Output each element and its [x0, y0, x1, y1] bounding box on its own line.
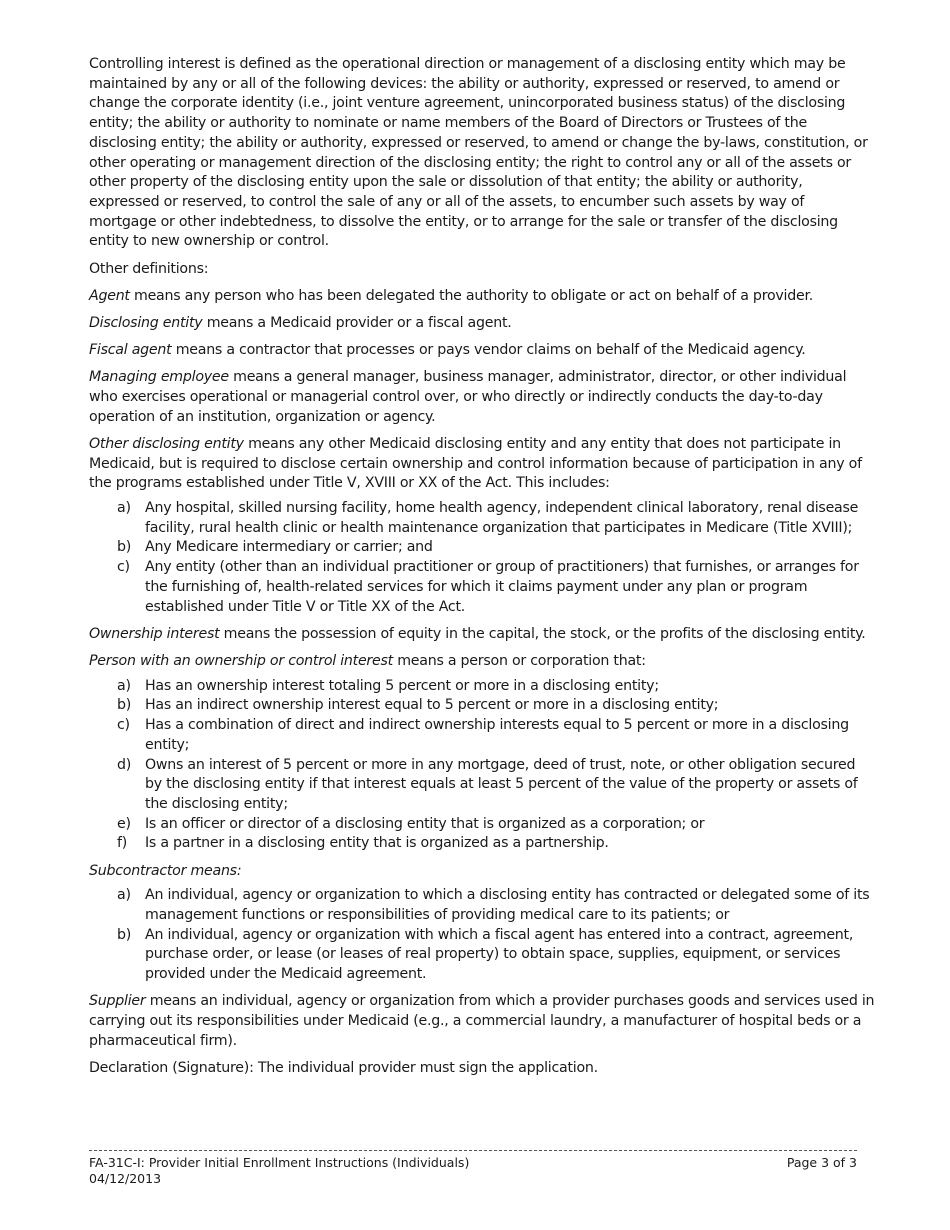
definition-fiscal-agent — [89, 341, 875, 361]
list-marker: b) — [117, 539, 132, 556]
list-marker: b) — [117, 697, 132, 714]
definition-term: Ownership interest — [89, 625, 220, 642]
list-marker: f) — [117, 835, 128, 852]
list-item-text: Any entity (other than an individual practitioner or group of practitioners) that furnishes, or arranges for the furnishing of, health-related services for which it claims payment under any plan or program established under Title V or Title XX of the Act. — [145, 559, 859, 615]
subcontractor-list — [89, 886, 875, 985]
definition-text: means any person who has been delegated the authority to obligate or act on behalf of a provider. — [129, 287, 814, 304]
list-item — [89, 815, 875, 835]
list-marker: a) — [117, 677, 131, 694]
definition-subcontractor — [89, 862, 875, 882]
person-with-interest-list — [89, 677, 875, 854]
form-date: 04/12/2013 — [89, 1171, 162, 1186]
list-marker: a) — [117, 500, 131, 517]
definition-term: Other disclosing entity — [89, 435, 244, 452]
list-marker: c) — [117, 717, 130, 734]
list-item-text: An individual, agency or organization to which a disclosing entity has contracted or delegated some of its management functions or responsibilities of providing medical care to its patients; or — [145, 887, 870, 923]
list-marker: a) — [117, 887, 131, 904]
definition-term: Disclosing entity — [89, 314, 203, 331]
other-definitions-heading: Other definitions: — [89, 260, 209, 277]
page-footer — [89, 1150, 857, 1187]
definition-text: means a contractor that processes or pays vendor claims on behalf of the Medicaid agency. — [171, 342, 806, 359]
list-item-text: An individual, agency or organization with which a fiscal agent has entered into a contract, agreement, purchase order, or lease (or leases of real property) to obtain space, supplies, equipment, or services provided under the Medicaid agreement. — [145, 926, 854, 983]
list-item-text: Is a partner in a disclosing entity that is organized as a partnership. — [145, 835, 609, 852]
list-item-text: Is an officer or director of a disclosing entity that is organized as a corporation; or — [145, 815, 705, 832]
other-disclosing-entity-list — [89, 499, 875, 617]
form-title: FA-31C-I: Provider Initial Enrollment Instructions (Individuals) — [89, 1155, 470, 1170]
definition-agent — [89, 287, 875, 307]
definition-term: Supplier — [89, 993, 146, 1010]
definition-text: means a Medicaid provider or a fiscal agent. — [202, 314, 512, 331]
list-marker: e) — [117, 815, 131, 832]
list-item-text: Any hospital, skilled nursing facility, home health agency, independent clinical laboratory, renal disease facility, rural health clinic or health maintenance organization that participates in Medicare (Title XVIII); — [145, 500, 859, 536]
document-body — [89, 55, 875, 1086]
list-item-text: Any Medicare intermediary or carrier; and — [145, 539, 433, 556]
list-marker: b) — [117, 926, 132, 943]
list-marker: c) — [117, 559, 130, 576]
definition-term: Managing employee — [89, 369, 229, 386]
list-item-text: Has an ownership interest totaling 5 percent or more in a disclosing entity; — [145, 677, 659, 694]
definition-text: means a general manager, business manager, administrator, director, or other individual who exercises operational or managerial control over, or who directly or indirectly conducts the day-to-day operation of an institution, organization or agency. — [89, 369, 847, 425]
controlling-interest-paragraph: Controlling interest is defined as the operational direction or management of a disclosing entity which may be maintained by any or all of the following devices: the ability or authority, expressed or reserved, to amend or change the corporate identity (i.e., joint venture agreement, unincorporated business status) of the disclosing entity; the ability or authority to nominate or name members of the Board of Directors or Trustees of the disclosing entity; the ability or authority, expressed or reserved, to amend or change the by-laws, constitution, or other operating or management direction of the disclosing entity; the right to control any or all of the assets or other property of the disclosing entity upon the sale or dissolution of that entity; the ability or authority, expressed or reserved, to control the sale of any or all of the assets, to encumber such assets by way of mortgage or other indebtedness, to dissolve the entity, or to arrange for the sale or transfer of the disclosing entity to new ownership or control. — [89, 56, 868, 250]
declaration-signature: Declaration (Signature): The individual provider must sign the application. — [89, 1059, 598, 1076]
list-item — [89, 716, 875, 755]
definition-text: means any other Medicaid disclosing entity and any entity that does not participate in Medicaid, but is required to disclose certain ownership and control information because of participation in any of the programs established under Title V, XVIII or XX of the Act. This includes: — [89, 435, 862, 492]
list-item — [89, 756, 875, 815]
list-item-text: Has an indirect ownership interest equal to 5 percent or more in a disclosing entity; — [145, 697, 719, 714]
list-item — [89, 499, 875, 538]
definition-supplier — [89, 992, 875, 1051]
list-item — [89, 677, 875, 697]
list-item-text: Has a combination of direct and indirect ownership interests equal to 5 percent or more in a disclosing entity; — [145, 717, 849, 753]
page-number: Page 3 of 3 — [786, 1155, 857, 1170]
definition-managing-employee — [89, 368, 875, 427]
list-item — [89, 834, 875, 854]
definition-disclosing-entity — [89, 314, 875, 334]
definition-term: Fiscal agent — [89, 342, 172, 359]
list-marker: d) — [117, 756, 132, 773]
definition-term: Agent — [89, 287, 130, 304]
definition-text: means a person or corporation that: — [392, 652, 646, 669]
list-item — [89, 926, 875, 985]
definition-term: Subcontractor means: — [89, 862, 242, 879]
definition-text: means an individual, agency or organization from which a provider purchases goods and services used in carrying out its responsibilities under Medicaid (e.g., a commercial laundry, a manufacturer of hospital beds or a pharmaceutical firm). — [89, 993, 875, 1049]
definition-ownership-interest — [89, 625, 875, 645]
list-item — [89, 558, 875, 617]
definition-other-disclosing-entity — [89, 435, 875, 494]
list-item-text: Owns an interest of 5 percent or more in any mortgage, deed of trust, note, or other obligation secured by the disclosing entity if that interest equals at least 5 percent of the value of the property or assets of the disclosing entity; — [145, 756, 858, 812]
list-item — [89, 538, 875, 558]
definition-person-with-interest — [89, 652, 875, 672]
list-item — [89, 696, 875, 716]
definition-term: Person with an ownership or control interest — [89, 652, 393, 669]
footer-row — [89, 1155, 857, 1171]
definition-text: means the possession of equity in the capital, the stock, or the profits of the disclosing entity. — [219, 625, 866, 642]
list-item — [89, 886, 875, 925]
